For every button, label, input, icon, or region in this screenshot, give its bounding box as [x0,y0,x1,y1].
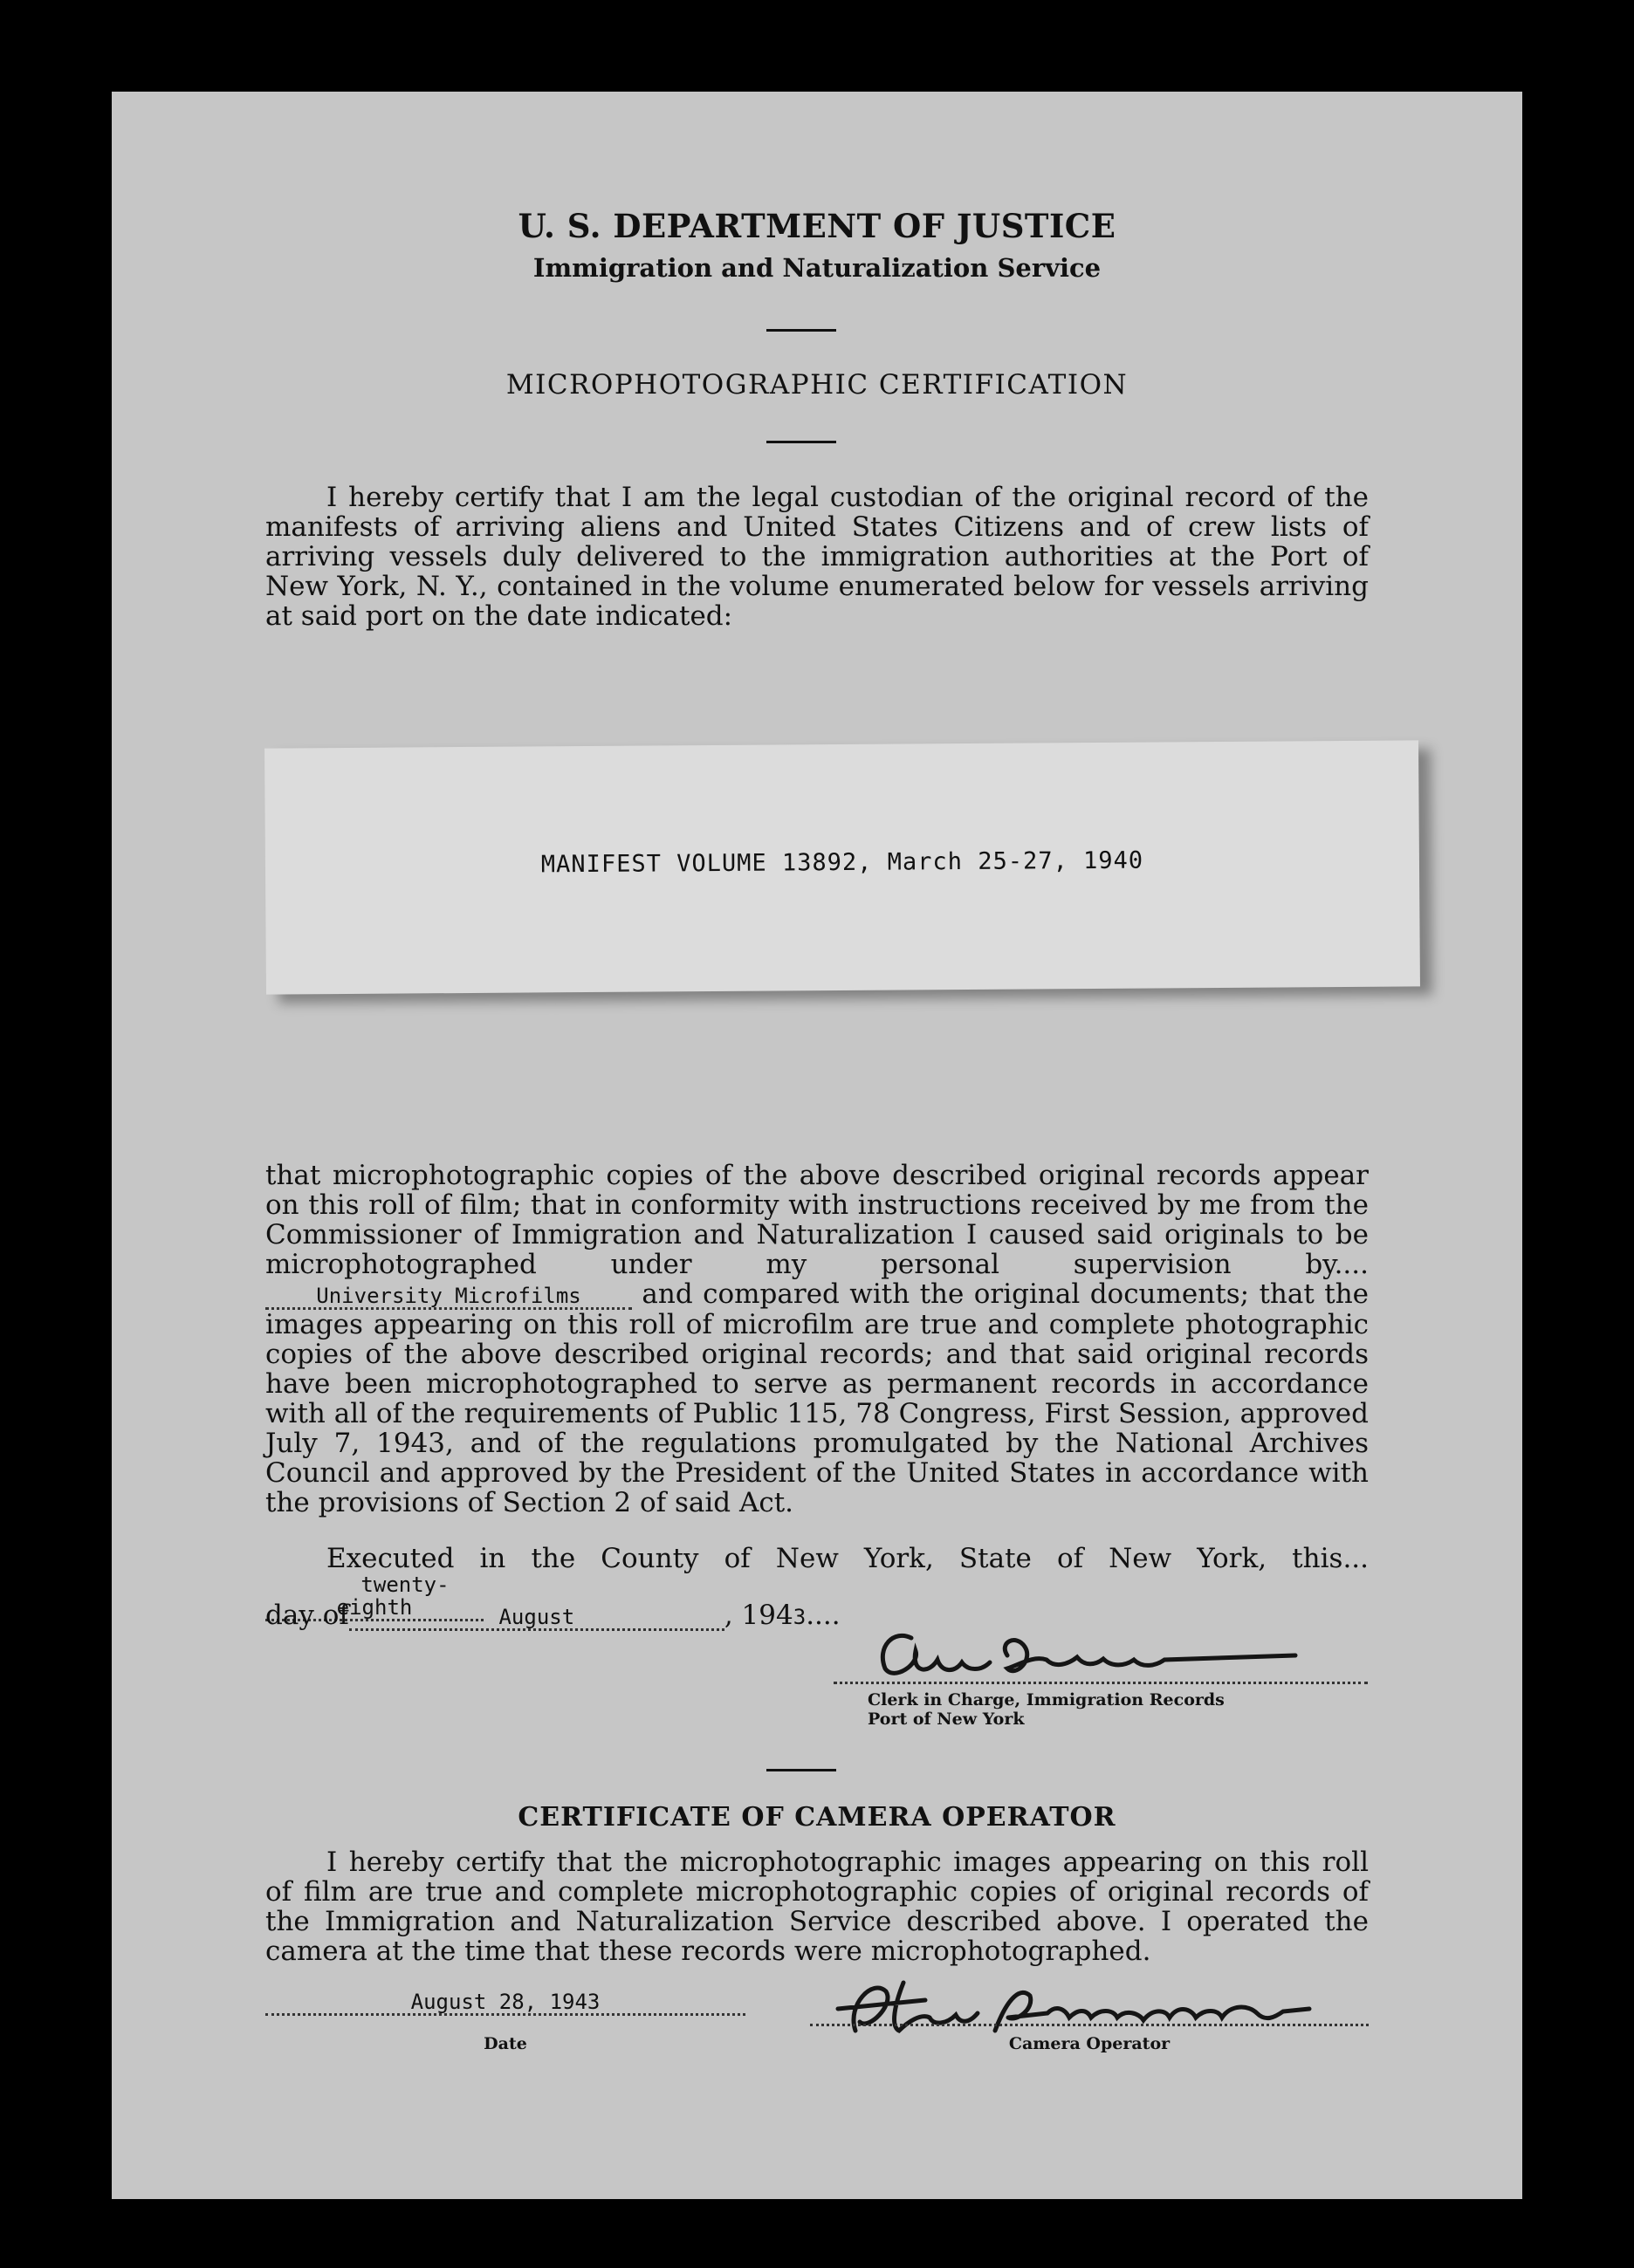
operator-date-field: August 28, 1943 [265,1990,745,2016]
clerk-title-line2: Port of New York [868,1710,1025,1729]
camera-operator-label: Camera Operator [1008,2034,1171,2053]
clerk-signature [859,1620,1391,1690]
service-subheading: Immigration and Naturalization Service [532,253,1102,283]
divider [766,441,836,443]
dot-leader: .... [1334,1249,1369,1280]
dot-leader: ... [1342,1543,1369,1574]
copies-paragraph-lead: that microphotographic copies of the above described original records appear on this roll of film; that in conformity with instructions received by me from the Commissioner of Immigration and Naturalization I caused said originals to be microphotographed under my personal supervision by [265,1160,1369,1280]
executed-day-field: twenty-eighth [265,1573,484,1621]
executed-text: Executed in the County of New York, State of New York, this [326,1543,1343,1574]
clerk-signature-line [834,1682,1368,1684]
day-of-label: day of [265,1600,349,1631]
divider [766,329,836,332]
custodian-paragraph: I hereby certify that I am the legal custodian of the original record of the manifests of arriving aliens and United States Citizens and of crew lists of arriving vessels duly delivered to the immigration authorities at the Port of New York, N. Y., contained in the volume enumerated below for vessels arriving at said port on the date indicated: [265,482,1369,632]
month-field: August [349,1606,724,1631]
manifest-volume-text: MANIFEST VOLUME 13892, March 25-27, 1940 [540,846,1144,879]
dot-leader: .... [806,1600,841,1631]
divider [766,1769,836,1771]
year-prefix: , 194 [724,1600,793,1631]
day-of-line [265,1600,841,1631]
camera-operator-signature-line [810,2024,1369,2026]
manifest-volume-slip [264,740,1420,994]
camera-operator-title: CERTIFICATE OF CAMERA OPERATOR [518,1802,1116,1833]
certificate-page [112,92,1522,2199]
clerk-title-line1: Clerk in Charge, Immigration Records [868,1690,1225,1710]
clerk-title [868,1690,1225,1729]
camera-operator-paragraph: I hereby certify that the microphotographic images appearing on this roll of film are true and complete microphotographic copies of original records of the Immigration and Naturalization Service described above. I operated the camera at the time that these records were microphotographed. [265,1847,1369,1967]
copies-paragraph [265,1161,1369,1518]
year-digit: 3 [793,1605,807,1629]
certification-title: MICROPHOTOGRAPHIC CERTIFICATION [505,369,1129,401]
date-label: Date [484,2034,527,2053]
photographer-field: University Microfilms [265,1285,632,1310]
department-heading: U. S. DEPARTMENT OF JUSTICE [518,207,1116,245]
copies-paragraph-rest: and compared with the original documents; that the images appearing on this roll of microfilm are true and complete photographic copies of the above described original records; and that said original records have been microphotographed to serve as permanent records in accordance with all of the requirements of Public 115, 78 Congress, First Session, approved July 7, 1943, and of the regulations promulgated by the National Archives Council and approved by the President of the United States in accordance with the provisions of Section 2 of said Act. [265,1278,1369,1518]
